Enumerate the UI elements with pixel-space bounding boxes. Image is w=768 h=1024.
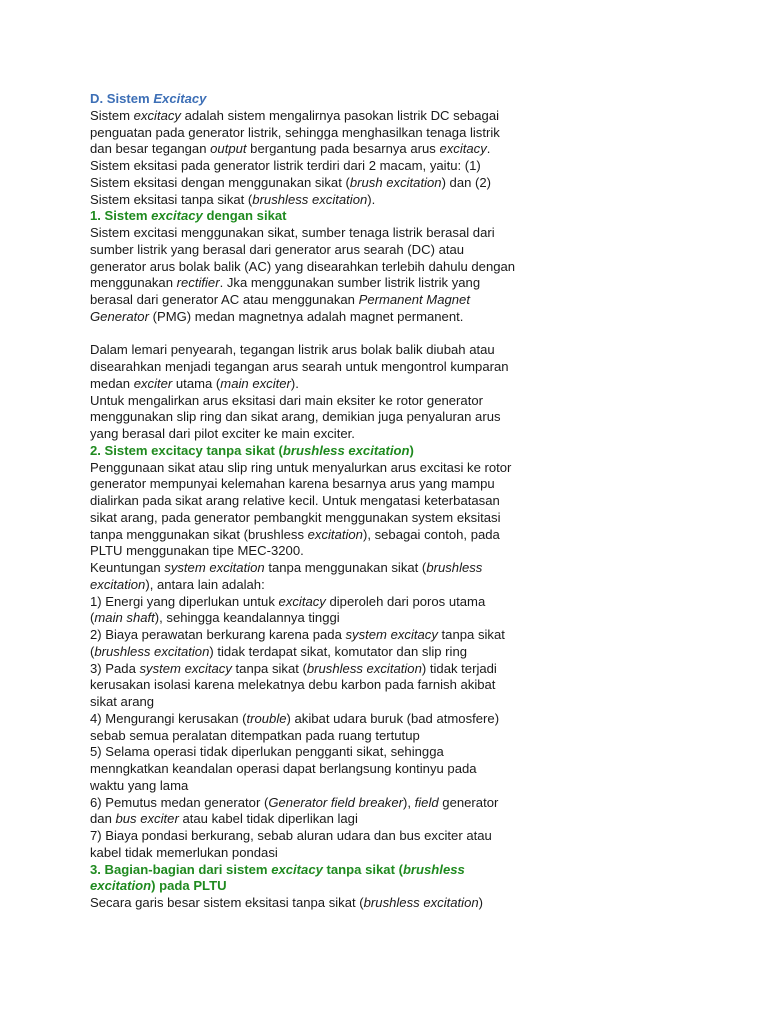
list-item: 4) Mengurangi kerusakan (trouble) akibat udara buruk (bad atmosfere) <box>90 710 500 726</box>
text-line: kerusakan isolasi karena melekatnya debu karbon pada farnish akibat <box>90 677 496 693</box>
text-line: (main shaft), sehingga keandalannya tinggi <box>90 610 340 626</box>
text-line: sebab semua peralatan ditempatkan pada ruang tertutup <box>90 727 420 743</box>
text-line: sumber listrik yang berasal dari generator arus searah (DC) atau <box>90 241 465 257</box>
text-line: berasal dari generator AC atau menggunakan Permanent Magnet <box>90 292 470 307</box>
text-line: yang berasal dari pilot exciter ke main exciter. <box>90 426 355 441</box>
text-line: Keuntungan system excitation tanpa menggunakan sikat (brushless <box>90 560 483 575</box>
list-item: 5) Selama operasi tidak diperlukan pengganti sikat, sehingga <box>90 744 444 760</box>
text-line: dialirkan pada sikat arang relative kecil. Untuk mengatasi keterbatasan <box>90 493 500 508</box>
section-3-body <box>90 895 590 912</box>
text-line: menggunakan rectifier. Jka menggunakan sumber listrik listrik yang <box>90 275 481 291</box>
text-line: tanpa menggunakan sikat (brushless excitation), sebagai contoh, pada <box>90 526 500 542</box>
section-2-body <box>90 460 590 862</box>
text-line: penguatan pada generator listrik, sehingga menghasilkan tenaga listrik <box>90 124 500 140</box>
heading-d-sistem-excitacy: D. Sistem Excitacy <box>90 91 207 106</box>
text-line: disearahkan menjadi tegangan arus searah untuk mengontrol kumparan <box>90 359 509 374</box>
text-line: excitation), antara lain adalah: <box>90 576 265 592</box>
text-line: menggunakan slip ring dan sikat arang, demikian juga penyaluran arus <box>90 409 501 425</box>
text-line: waktu yang lama <box>90 777 189 793</box>
heading-line: excitation) pada PLTU <box>90 878 227 894</box>
list-item: 2) Biaya perawatan berkurang karena pada system excitacy tanpa sikat <box>90 627 505 642</box>
text-line: (brushless excitation) tidak terdapat sikat, komutator dan slip ring <box>90 643 468 659</box>
text-line: generator arus bolak balik (AC) yang disearahkan terlebih dahulu dengan <box>90 258 516 274</box>
list-item: 1) Energi yang diperlukan untuk excitacy diperoleh dari poros utama <box>90 593 486 609</box>
intro-paragraph <box>90 108 590 209</box>
heading-1-sistem-dengan-sikat: 1. Sistem excitacy dengan sikat <box>90 208 287 224</box>
heading-3-bagian-bagian <box>90 862 590 896</box>
text-line: Dalam lemari penyearah, tegangan listrik arus bolak balik diubah atau <box>90 342 495 358</box>
paragraph-gap <box>90 326 590 343</box>
heading-line: 3. Bagian-bagian dari sistem excitacy tanpa sikat (brushless <box>90 861 465 877</box>
heading-2-tanpa-sikat: 2. Sistem excitacy tanpa sikat (brushless excitation) <box>90 442 414 458</box>
text-line: dan bus exciter atau kabel tidak diperlikan lagi <box>90 811 358 827</box>
document-page <box>90 91 590 912</box>
text-line: sikat arang <box>90 694 155 709</box>
text-line: generator mempunyai kelemahan karena besarnya arus yang mampu <box>90 476 495 492</box>
section-1-body <box>90 225 590 443</box>
text-line: Sistem eksitasi tanpa sikat (brushless excitation). <box>90 191 376 207</box>
text-line: menngkatkan keandalan operasi dapat berlangsung kontinyu pada <box>90 761 477 776</box>
text-line: Sistem excitacy adalah sistem mengalirnya pasokan listrik DC sebagai <box>90 107 500 123</box>
list-item: 3) Pada system excitacy tanpa sikat (brushless excitation) tidak terjadi <box>90 660 497 676</box>
text-line: Sistem eksitasi pada generator listrik terdiri dari 2 macam, yaitu: (1) <box>90 158 481 173</box>
text-line: Sistem excitasi menggunakan sikat, sumber tenaga listrik berasal dari <box>90 225 495 240</box>
text-line: Penggunaan sikat atau slip ring untuk menyalurkan arus excitasi ke rotor <box>90 459 512 475</box>
text-line: dan besar tegangan output bergantung pada besarnya arus excitacy. <box>90 141 491 157</box>
list-item: 7) Biaya pondasi berkurang, sebab aluran udara dan bus exciter atau <box>90 828 492 843</box>
text-line: Secara garis besar sistem eksitasi tanpa sikat (brushless excitation) <box>90 895 484 910</box>
text-line: Sistem eksitasi dengan menggunakan sikat (brush excitation) dan (2) <box>90 174 492 190</box>
text-line: medan exciter utama (main exciter). <box>90 375 299 391</box>
text-line: sikat arang, pada generator pembangkit menggunakan system eksitasi <box>90 509 501 525</box>
text-line: PLTU menggunakan tipe MEC-3200. <box>90 543 304 559</box>
list-item: 6) Pemutus medan generator (Generator field breaker), field generator <box>90 794 499 810</box>
text-line: Generator (PMG) medan magnetnya adalah magnet permanent. <box>90 308 464 324</box>
text-line: Untuk mengalirkan arus eksitasi dari main eksiter ke rotor generator <box>90 392 483 408</box>
text-line: kabel tidak memerlukan pondasi <box>90 844 278 860</box>
